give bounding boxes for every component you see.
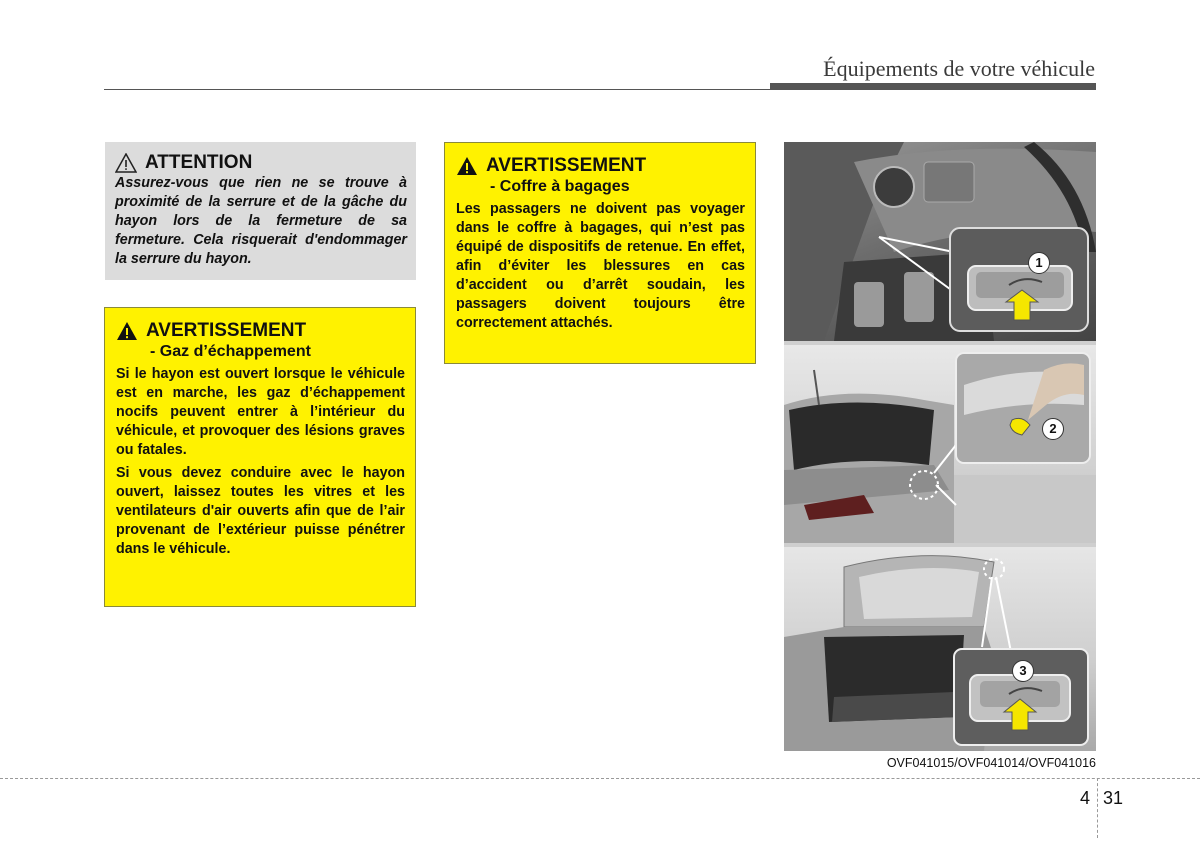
caution-triangle-icon (115, 153, 137, 173)
warning-trunk-subtitle: - Coffre à bagages (490, 178, 630, 195)
open-trunk-illustration (784, 547, 1096, 751)
page-number: 31 (1103, 788, 1124, 808)
warning-trunk-paragraph: Les passagers ne doivent pas voyager dans le coffre à bagages, qui n’est pas équipé de dispositifs de retenue. En effet, afin d’éviter les blessures en cas d’accident ou d’arrêt soudain, les passagers doivent toujours être correctement attachés. (456, 201, 745, 331)
attention-box (105, 142, 416, 280)
warning-exhaust-subtitle: - Gaz d’échappement (150, 343, 311, 360)
callout-2-badge: 2 (1042, 418, 1064, 440)
header-rule-thin (104, 89, 770, 90)
page-number-divider (1097, 778, 1098, 838)
attention-heading (115, 152, 407, 174)
attention-text: Assurez-vous que rien ne se trouve à proximité de la serrure et de la gâche du hayon lors de la fermeture de sa fermeture. Cela risquerait d'endommager la serrure du hayon. (115, 175, 407, 267)
warning-trunk-heading (456, 155, 745, 177)
dashboard-illustration (784, 142, 1096, 341)
warning-trunk-box (444, 142, 756, 364)
warning-exhaust-box (104, 307, 416, 607)
tailgate-release-figure (784, 142, 1096, 751)
warning-exhaust-paragraph: Si vous devez conduire avec le hayon ouvert, laissez toutes les vitres et les ventilateurs d'air ouverts afin que de l’air provenant de l’extérieur puisse pénétrer dans le véhicule. (116, 465, 405, 557)
warning-triangle-icon (116, 321, 138, 341)
warning-trunk-title: AVERTISSEMENT (486, 155, 647, 176)
footer-divider (0, 778, 1200, 779)
callout-3-badge: 3 (1012, 660, 1034, 682)
tailgate-illustration (784, 345, 1096, 543)
figure-panel-open-trunk (784, 547, 1096, 751)
chapter-number: 4 (1080, 788, 1091, 808)
warning-exhaust-title: AVERTISSEMENT (146, 320, 307, 341)
figure-caption: OVF041015/OVF041014/OVF041016 (886, 756, 1096, 770)
warning-exhaust-heading (116, 320, 405, 342)
header-rule-thick (770, 83, 1096, 90)
warning-exhaust-paragraph: Si le hayon est ouvert lorsque le véhicule est en marche, les gaz d’échappement nocifs peuvent entrer à l’intérieur du véhicule, et provoquer des lésions graves ou fatales. (116, 366, 405, 458)
figure-panel-dashboard-switch (784, 142, 1096, 341)
callout-1-badge: 1 (1028, 252, 1050, 274)
warning-triangle-icon (456, 156, 478, 176)
page-header-title: Équipements de votre véhicule (823, 56, 1095, 81)
attention-title: ATTENTION (145, 152, 253, 173)
figure-panel-tailgate-handle (784, 345, 1096, 543)
